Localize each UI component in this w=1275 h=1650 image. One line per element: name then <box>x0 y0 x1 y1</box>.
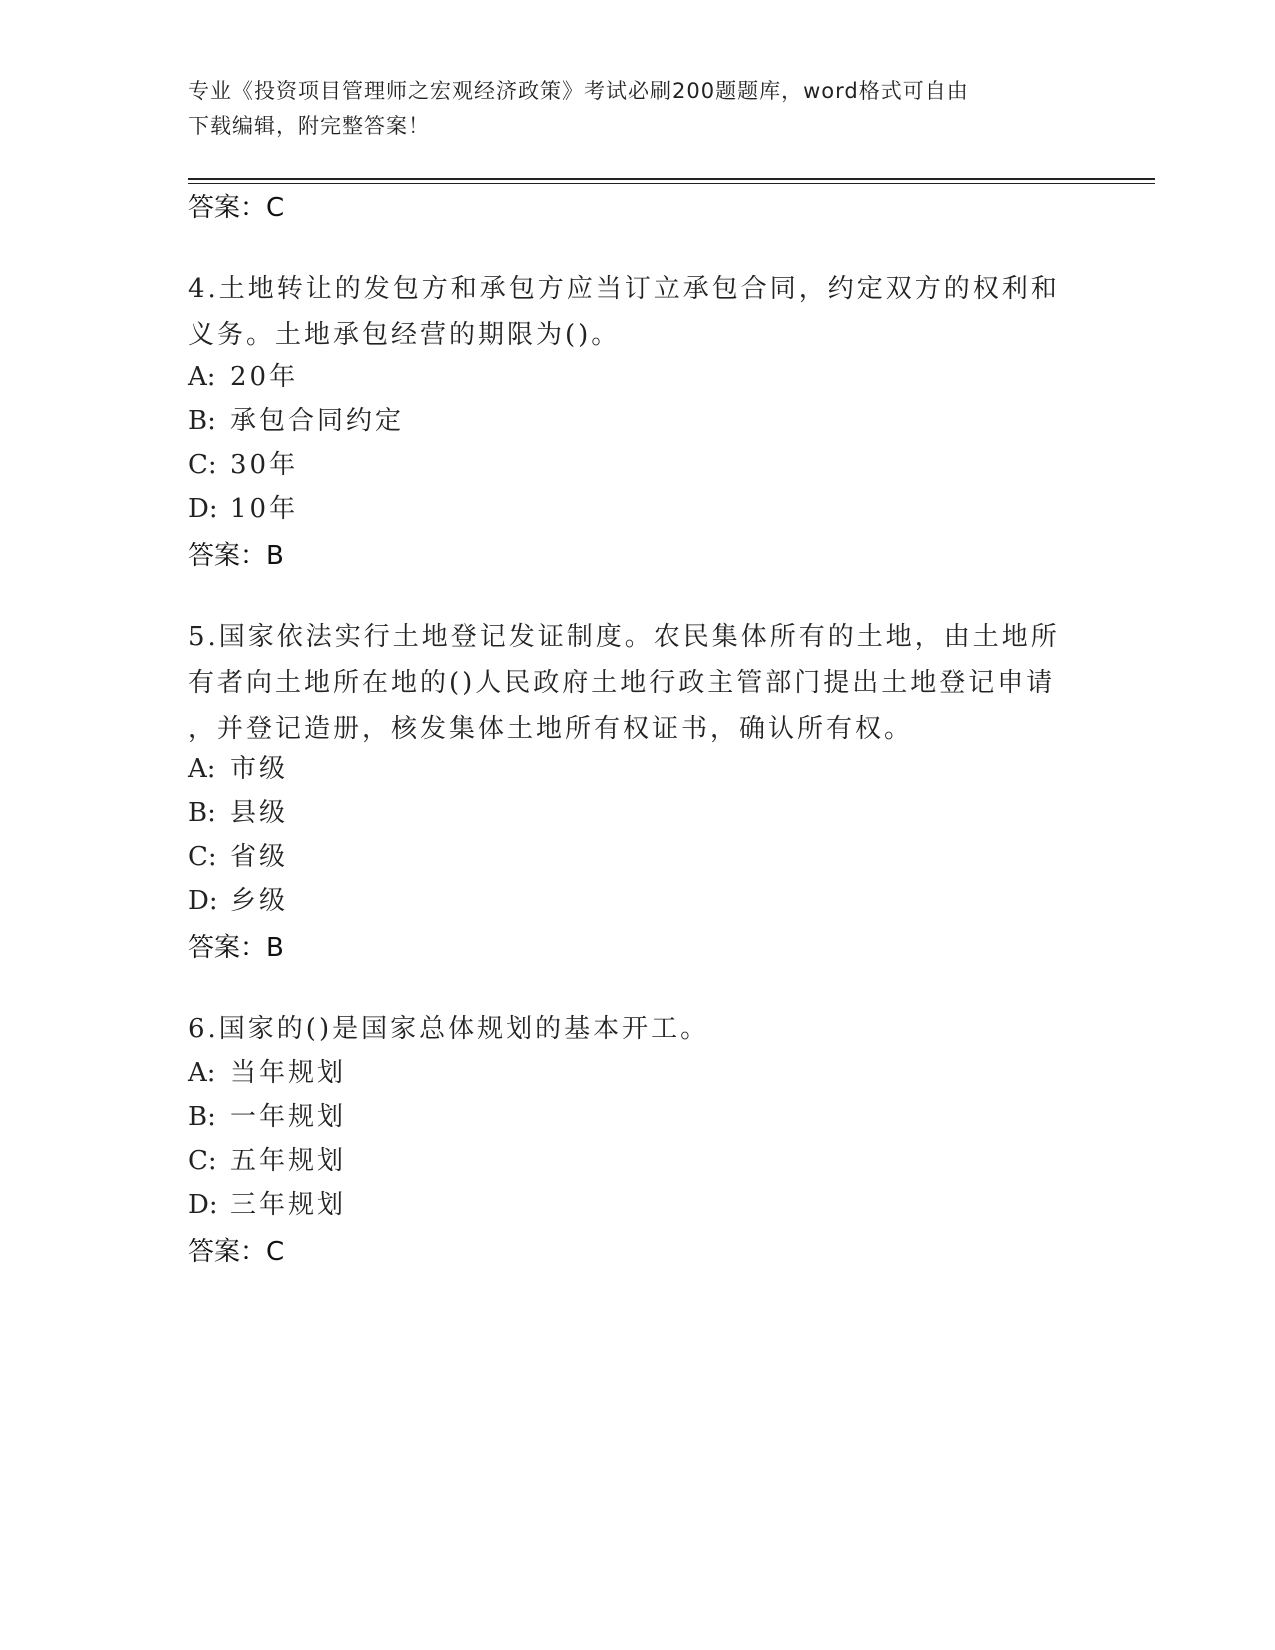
option-text: 30年 <box>230 450 299 480</box>
option-text: 一年规划 <box>230 1102 347 1132</box>
option-d <box>188 878 288 924</box>
option-letter: B: <box>188 406 216 436</box>
option-a <box>188 746 288 792</box>
option-b <box>188 1094 346 1140</box>
answer-4: 答案：B <box>188 541 284 571</box>
header-line-2: 下载编辑，附完整答案！ <box>188 114 430 138</box>
question-6 <box>188 1006 1068 1052</box>
question-4 <box>188 266 1068 358</box>
question-text-line: 5.国家依法实行土地登记发证制度。农民集体所有的土地，由土地所 <box>188 622 1060 652</box>
option-letter: C: <box>188 842 217 872</box>
header-line-1: 专业《投资项目管理师之宏观经济政策》考试必刷200题题库，word格式可自由 <box>188 79 969 103</box>
option-d <box>188 1182 346 1228</box>
question-5 <box>188 614 1068 752</box>
question-text-line: 有者向土地所在地的()人民政府土地行政主管部门提出土地登记申请 <box>188 668 1056 698</box>
option-b <box>188 790 288 836</box>
answer-6: 答案：C <box>188 1237 285 1267</box>
option-letter: D: <box>188 1190 218 1220</box>
question-text-line: 4.土地转让的发包方和承包方应当订立承包合同，约定双方的权利和 <box>188 274 1060 304</box>
option-d <box>188 486 298 532</box>
option-letter: A: <box>188 1058 216 1088</box>
question-text-line: 义务。土地承包经营的期限为()。 <box>188 320 621 350</box>
option-letter: C: <box>188 1146 217 1176</box>
previous-answer: 答案：C <box>188 193 285 223</box>
option-c <box>188 1138 346 1184</box>
option-text: 当年规划 <box>230 1058 347 1088</box>
header-divider-thin <box>188 183 1155 184</box>
option-text: 承包合同约定 <box>230 406 405 436</box>
option-letter: B: <box>188 798 216 828</box>
question-text-line: 6.国家的()是国家总体规划的基本开工。 <box>188 1014 710 1044</box>
option-text: 10年 <box>230 494 299 524</box>
option-text: 市级 <box>230 754 289 784</box>
option-text: 五年规划 <box>230 1146 347 1176</box>
document-header <box>188 74 1068 144</box>
header-divider-thick <box>188 178 1155 180</box>
option-a <box>188 1050 346 1096</box>
option-text: 三年规划 <box>230 1190 347 1220</box>
option-text: 县级 <box>230 798 289 828</box>
option-letter: A: <box>188 754 216 784</box>
answer-5: 答案：B <box>188 933 284 963</box>
option-text: 20年 <box>230 362 299 392</box>
option-text: 省级 <box>230 842 289 872</box>
option-letter: D: <box>188 886 218 916</box>
option-a <box>188 354 298 400</box>
question-text-line: ，并登记造册，核发集体土地所有权证书，确认所有权。 <box>188 714 914 744</box>
option-text: 乡级 <box>230 886 289 916</box>
option-c <box>188 834 288 880</box>
option-letter: C: <box>188 450 217 480</box>
option-letter: A: <box>188 362 216 392</box>
option-b <box>188 398 404 444</box>
option-c <box>188 442 298 488</box>
option-letter: D: <box>188 494 218 524</box>
option-letter: B: <box>188 1102 216 1132</box>
